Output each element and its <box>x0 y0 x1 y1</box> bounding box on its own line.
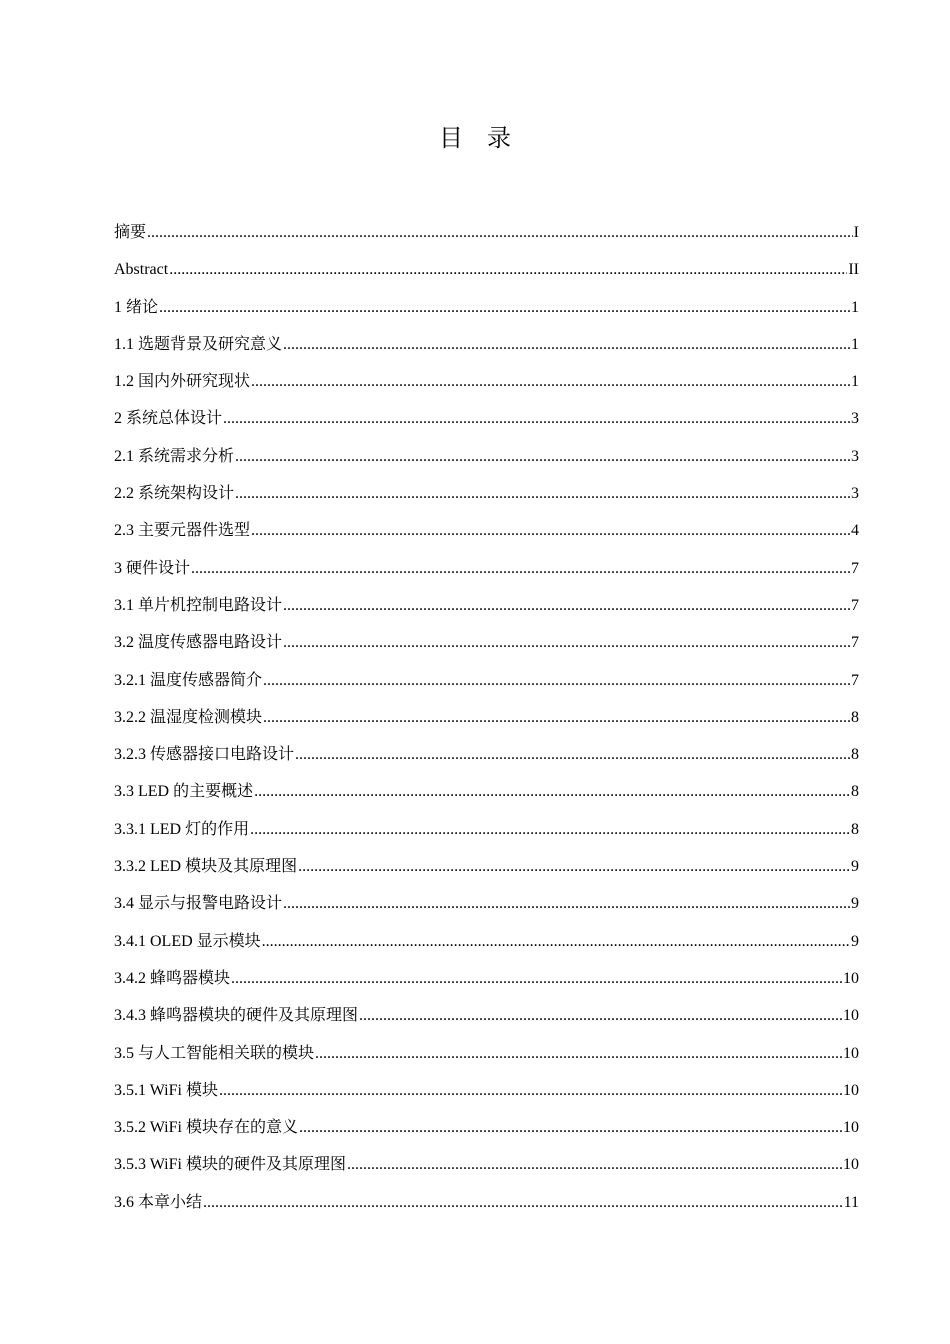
toc-entry-page-number: 7 <box>851 634 859 652</box>
toc-entry-label: 2 系统总体设计 <box>114 410 223 428</box>
dot-leader <box>147 214 853 251</box>
toc-entry-page-number: 3 <box>851 447 859 465</box>
toc-entry[interactable] <box>114 773 859 810</box>
toc-entry-label: 3.2 温度传感器电路设计 <box>114 634 283 652</box>
toc-entry[interactable] <box>114 848 859 885</box>
dot-leader <box>283 587 850 624</box>
dot-leader <box>223 400 850 437</box>
toc-entry-label: 摘要 <box>114 224 147 241</box>
toc-entry-page-number: 1 <box>851 298 859 316</box>
dot-leader <box>254 773 850 810</box>
dot-leader <box>347 1146 842 1183</box>
dot-leader <box>250 811 850 848</box>
dot-leader <box>159 289 850 326</box>
toc-entry-page-number: 8 <box>851 820 859 838</box>
toc-entry-page-number: 9 <box>851 932 859 950</box>
dot-leader <box>298 848 850 885</box>
dot-leader <box>219 1072 842 1109</box>
toc-entry-page-number: 7 <box>851 559 859 577</box>
dot-leader <box>251 363 850 400</box>
dot-leader <box>191 550 850 587</box>
dot-leader <box>235 438 850 475</box>
toc-entry[interactable] <box>114 997 859 1034</box>
toc-entry-page-number: 11 <box>843 1193 859 1211</box>
toc-entry-label: 3.2.1 温度传感器简介 <box>114 671 263 689</box>
toc-entry-page-number: 3 <box>851 485 859 503</box>
toc-entry[interactable] <box>114 1184 859 1221</box>
toc-entry-label: 3.5.3 WiFi 模块的硬件及其原理图 <box>114 1156 346 1174</box>
toc-entry-page-number: 8 <box>851 783 859 801</box>
toc-list <box>114 214 859 1221</box>
toc-entry-label: 3.3.1 LED 灯的作用 <box>114 820 250 838</box>
dot-leader <box>263 699 850 736</box>
dot-leader <box>283 326 850 363</box>
toc-entry-page-number: 9 <box>851 858 859 876</box>
toc-entry-page-number: 1 <box>851 373 859 391</box>
toc-entry-page-number: 3 <box>851 410 859 428</box>
dot-leader <box>169 251 847 288</box>
toc-entry[interactable] <box>114 214 859 251</box>
toc-entry[interactable] <box>114 699 859 736</box>
toc-entry-label: 3.4.1 OLED 显示模块 <box>114 932 261 950</box>
toc-entry[interactable] <box>114 475 859 512</box>
toc-entry-page-number: 8 <box>851 708 859 726</box>
toc-entry[interactable] <box>114 1109 859 1146</box>
toc-entry-label: 3.5 与人工智能相关联的模块 <box>114 1044 315 1062</box>
toc-entry-page-number: 7 <box>851 596 859 614</box>
toc-entry-label: 3.5.2 WiFi 模块存在的意义 <box>114 1119 298 1137</box>
toc-entry-label: 3.4.2 蜂鸣器模块 <box>114 969 231 987</box>
toc-entry-label: 3.2.3 传感器接口电路设计 <box>114 746 295 764</box>
toc-entry[interactable] <box>114 251 859 288</box>
toc-entry-label: 2.1 系统需求分析 <box>114 447 235 465</box>
toc-entry-page-number: 10 <box>843 1119 859 1137</box>
toc-entry[interactable] <box>114 326 859 363</box>
toc-entry-page-number: 4 <box>851 522 859 540</box>
toc-entry-label: 1.1 选题背景及研究意义 <box>114 335 283 353</box>
toc-entry-page-number: 8 <box>851 746 859 764</box>
toc-entry[interactable] <box>114 438 859 475</box>
toc-entry-page-number: 10 <box>843 969 859 987</box>
toc-entry-label: 3.6 本章小结 <box>114 1193 203 1211</box>
dot-leader <box>283 624 850 661</box>
toc-entry[interactable] <box>114 512 859 549</box>
toc-entry[interactable] <box>114 289 859 326</box>
toc-entry-page-number: 7 <box>851 671 859 689</box>
dot-leader <box>359 997 842 1034</box>
toc-entry-label: Abstract <box>114 261 169 279</box>
toc-entry-label: 3.3.2 LED 模块及其原理图 <box>114 858 298 876</box>
toc-entry-label: 1.2 国内外研究现状 <box>114 373 251 391</box>
toc-entry-page-number: 10 <box>843 1081 859 1099</box>
toc-entry-label: 1 绪论 <box>114 298 159 316</box>
toc-entry-page-number: 1 <box>851 335 859 353</box>
dot-leader <box>315 1035 842 1072</box>
toc-entry[interactable] <box>114 550 859 587</box>
toc-entry[interactable] <box>114 400 859 437</box>
dot-leader <box>262 923 850 960</box>
toc-entry-label: 3.1 单片机控制电路设计 <box>114 596 283 614</box>
toc-title: 目录 <box>439 124 535 152</box>
dot-leader <box>235 475 850 512</box>
dot-leader <box>283 885 850 922</box>
toc-entry-label: 3.4 显示与报警电路设计 <box>114 895 283 913</box>
toc-entry-page-number: 9 <box>851 895 859 913</box>
dot-leader <box>251 512 850 549</box>
toc-entry[interactable] <box>114 1146 859 1183</box>
toc-entry[interactable] <box>114 885 859 922</box>
toc-entry[interactable] <box>114 923 859 960</box>
toc-entry[interactable] <box>114 662 859 699</box>
dot-leader <box>203 1184 843 1221</box>
toc-entry-label: 3.5.1 WiFi 模块 <box>114 1081 218 1099</box>
toc-entry[interactable] <box>114 811 859 848</box>
toc-entry[interactable] <box>114 1035 859 1072</box>
toc-entry-label: 3 硬件设计 <box>114 559 191 577</box>
dot-leader <box>299 1109 842 1146</box>
toc-entry[interactable] <box>114 736 859 773</box>
toc-entry[interactable] <box>114 587 859 624</box>
toc-entry-page-number: II <box>848 261 859 279</box>
toc-entry-page-number: 10 <box>843 1044 859 1062</box>
toc-entry-page-number: I <box>853 224 859 241</box>
toc-entry[interactable] <box>114 960 859 997</box>
toc-entry-label: 2.2 系统架构设计 <box>114 485 235 503</box>
toc-entry-label: 2.3 主要元器件选型 <box>114 522 251 540</box>
toc-entry-page-number: 10 <box>843 1156 859 1174</box>
toc-entry-label: 3.4.3 蜂鸣器模块的硬件及其原理图 <box>114 1007 359 1025</box>
dot-leader <box>263 662 850 699</box>
dot-leader <box>231 960 842 997</box>
toc-entry-label: 3.2.2 温湿度检测模块 <box>114 708 263 726</box>
dot-leader <box>295 736 850 773</box>
toc-entry-label: 3.3 LED 的主要概述 <box>114 783 254 801</box>
toc-entry[interactable] <box>114 624 859 661</box>
toc-entry[interactable] <box>114 363 859 400</box>
toc-entry[interactable] <box>114 1072 859 1109</box>
toc-entry-page-number: 10 <box>843 1007 859 1025</box>
